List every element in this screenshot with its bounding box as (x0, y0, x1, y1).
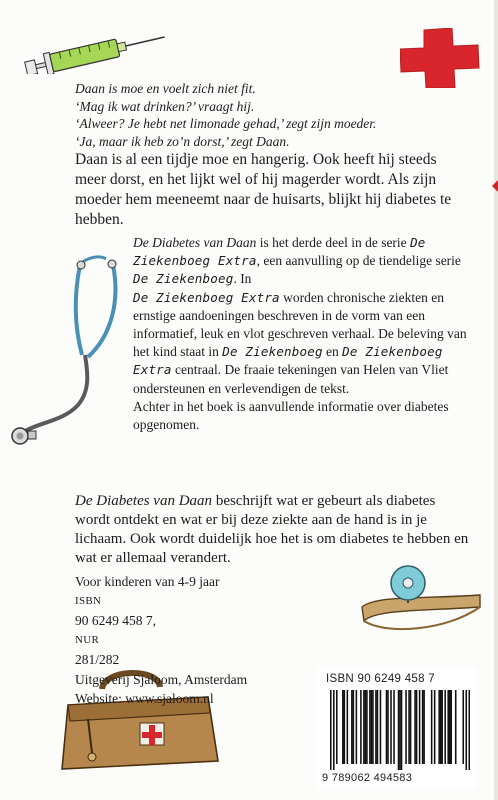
age-range: Voor kinderen van 4-9 jaar (75, 574, 220, 589)
barcode-bar (462, 690, 464, 764)
text: beschrijft wat er gebeurt als diabetes wordt ontdekt en wat er bij deze ziekte aan de hand is in je lichaam. Ook wordt duidelijk hoe het is om diabetes te hebben en wat er allemaal verandert. (75, 493, 469, 566)
barcode-bar (398, 690, 400, 770)
isbn-label: ISBN (75, 594, 102, 607)
barcode-bar (377, 690, 379, 764)
barcode-bar (372, 690, 374, 764)
barcode-bar (336, 690, 338, 764)
barcode-bar (423, 690, 425, 764)
barcode-bar (405, 690, 407, 764)
barcode-bar (356, 690, 358, 764)
barcode-bar (414, 690, 416, 764)
isbn-nur-line (75, 592, 375, 670)
barcode-bar (380, 690, 382, 764)
text: is het derde deel in de serie (256, 235, 411, 250)
text: en (322, 344, 343, 360)
barcode-bar (369, 690, 371, 764)
barcode-bar (408, 690, 410, 764)
barcode-isbn: ISBN 90 6249 458 7 (326, 673, 435, 685)
intro-line: ‘Ja, maar ik heb zo’n dorst,’ zegt Daan. (75, 133, 290, 149)
series-title: De Ziekenboeg (222, 344, 323, 360)
barcode-bar (401, 690, 403, 770)
isbn-value: 90 6249 458 7, (75, 613, 156, 628)
barcode-bar (365, 690, 367, 764)
barcode-bar (386, 690, 388, 764)
barcode-bar (444, 690, 446, 764)
barcode-bar (447, 690, 449, 764)
barcode-bar (375, 690, 377, 764)
barcode-bar (465, 690, 467, 770)
red-cross-icon (400, 28, 480, 88)
nur-label: NUR (75, 633, 100, 646)
intro-line: ‘Alweer? Je hebt net limonade gehad,’ zegt zijn moeder. (75, 116, 377, 131)
syringe-icon (20, 28, 170, 74)
barcode-bar (416, 690, 418, 764)
barcode-bar (450, 690, 452, 764)
text: Achter in het boek is aanvullende informatie over diabetes opgenomen. (133, 398, 449, 433)
series-title: De Ziekenboeg (133, 271, 234, 287)
text: . In (233, 271, 252, 287)
barcode-bar (342, 690, 344, 764)
barcode-bar (440, 690, 442, 764)
barcode-bar (360, 690, 362, 764)
barcode-bar (333, 690, 335, 770)
book-title: De Diabetes van Daan (133, 235, 257, 250)
book-title: De Diabetes van Daan (75, 493, 213, 509)
barcode-bar (330, 690, 332, 770)
barcode-bar (438, 690, 440, 764)
barcode-bar (434, 690, 436, 764)
text: , een aanvulling op de tiendelige serie (256, 253, 461, 269)
barcode-bar (449, 690, 451, 764)
barcode-bar (371, 690, 373, 764)
barcode-bar (422, 690, 424, 764)
spine-edge (494, 0, 498, 800)
website-link[interactable]: Website: www.sjaloom.nl (75, 691, 214, 706)
summary-paragraph: Daan is al een tijdje moe en hangerig. Ook heeft hij steeds meer dorst, en het lijkt wel of hij magerder wordt. Als zijn moeder hem meeneemt naar de huisarts, blijkt hij diabetes te hebben. (75, 151, 452, 228)
intro-line: Daan is moe en voelt zich niet fit. (75, 81, 256, 96)
barcode-bar (390, 690, 392, 764)
barcode-bar (419, 690, 421, 764)
series-title: De Ziekenboeg Extra (133, 289, 280, 305)
barcode-bar (363, 690, 365, 764)
barcode-bar (431, 690, 433, 764)
barcode-bar (393, 690, 395, 764)
barcode-bar (353, 690, 355, 764)
barcode-bar (344, 690, 346, 764)
barcode-bar (441, 690, 443, 764)
barcode (330, 690, 470, 770)
intro-dialogue (75, 80, 445, 150)
barcode-digits: 9 789062 494583 (322, 772, 413, 784)
barcode-bar (399, 690, 401, 770)
description-paragraph (75, 492, 470, 568)
text: centraal. De fraaie tekeningen van Helen van Vliet ondersteunen en verlevendigen de tekst. (133, 362, 449, 396)
series-title: De Ziekenboeg Extra (133, 344, 443, 378)
nur-value: 281/282 (75, 652, 120, 667)
head-mirror-icon (356, 565, 486, 645)
publisher: Uitgeverij Sjaloom, Amsterdam (75, 671, 248, 687)
series-paragraph (133, 234, 473, 434)
barcode-bar (387, 690, 389, 764)
barcode-bar (455, 690, 457, 764)
barcode-bar (410, 690, 412, 764)
text: worden chronische ziekten en ernstige aandoeningen beschreven in de vorm van een informatief, leuk en vlot geschreven verhaal. De beleving van het kind staat in (133, 289, 467, 360)
barcode-bar (347, 690, 349, 764)
barcode-bar (351, 690, 353, 764)
red-tab-marker (492, 180, 498, 192)
barcode-bar (468, 690, 470, 770)
stethoscope-icon (8, 255, 133, 455)
intro-line: ‘Mag ik wat drinken?’ vraagt hij. (75, 98, 255, 114)
series-title: De Ziekenboeg Extra (133, 235, 426, 269)
barcode-bar (366, 690, 368, 764)
